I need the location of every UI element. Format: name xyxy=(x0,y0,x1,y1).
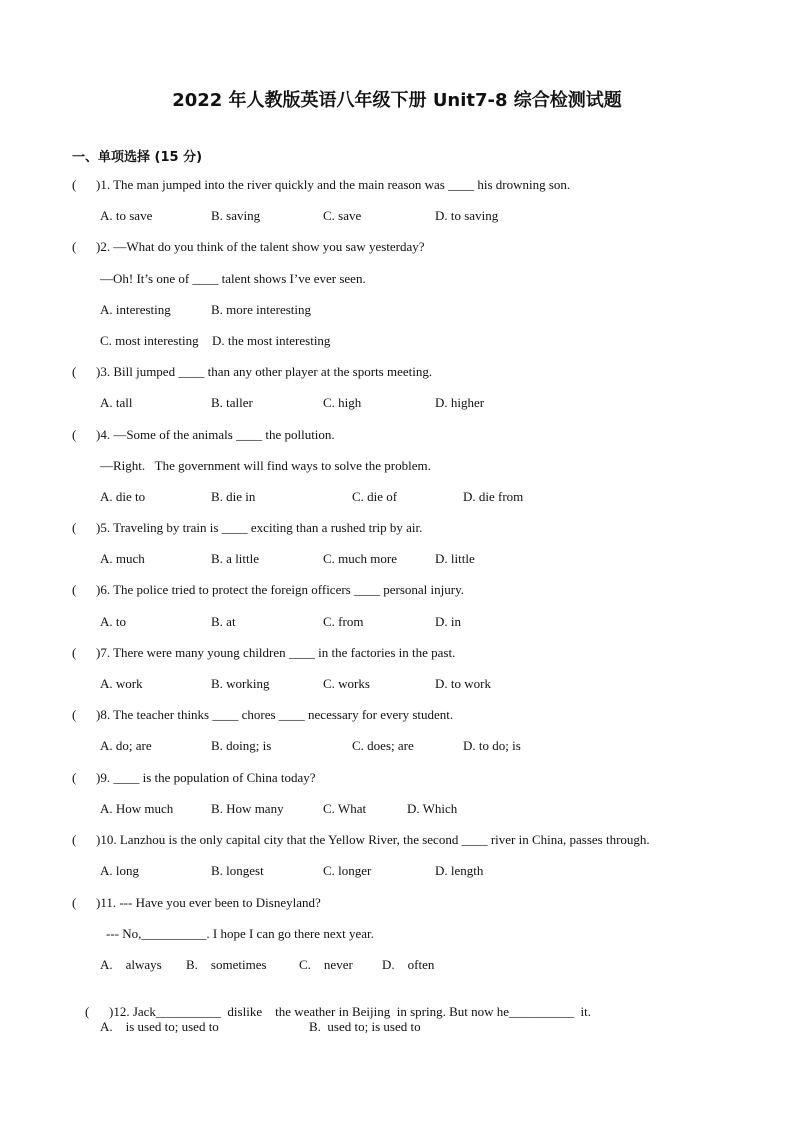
option-c: C. most interesting xyxy=(100,333,199,348)
answer-paren: ( xyxy=(72,770,77,785)
option-c: C. die of xyxy=(352,489,398,504)
option-a: A. How much xyxy=(100,801,174,816)
question-5 xyxy=(72,520,422,536)
question-stem: )11. --- Have you ever been to Disneyland? xyxy=(96,895,321,910)
answer-paren: ( xyxy=(85,1004,90,1019)
option-b: B. die in xyxy=(211,489,256,504)
question-stem: )5. Traveling by train is ____ exciting than a rushed trip by air. xyxy=(96,520,423,535)
question-7 xyxy=(72,645,455,661)
option-a: A. work xyxy=(100,676,143,691)
question-stem: )12. Jack__________ dislike the weather in Beijing in spring. But now he__________ it. xyxy=(109,1004,592,1019)
answer-paren: ( xyxy=(72,239,77,254)
question-4 xyxy=(72,427,335,443)
question-stem: )6. The police tried to protect the foreign officers ____ personal injury. xyxy=(96,582,464,597)
question-stem: )1. The man jumped into the river quickly and the main reason was ____ his drowning son. xyxy=(96,177,571,192)
option-d: D. higher xyxy=(435,395,485,410)
question-9 xyxy=(72,770,316,786)
answer-paren: ( xyxy=(72,832,77,847)
question-4-response: —Right. The government will find ways to solve the problem. xyxy=(100,458,431,473)
option-d: D. length xyxy=(435,863,484,878)
question-stem: )10. Lanzhou is the only capital city that the Yellow River, the second ____ river in China, passes through. xyxy=(96,832,650,847)
option-d: D. to do; is xyxy=(463,738,521,753)
option-b: B. used to; is used to xyxy=(309,1019,421,1034)
answer-paren: ( xyxy=(72,707,77,722)
option-a: A. long xyxy=(100,863,139,878)
question-10 xyxy=(72,832,650,848)
option-c: C. from xyxy=(323,614,364,629)
question-2 xyxy=(72,239,425,255)
question-stem: )9. ____ is the population of China today? xyxy=(96,770,316,785)
option-d: D. Which xyxy=(407,801,458,816)
option-d: D. in xyxy=(435,614,461,629)
option-c: C. high xyxy=(323,395,362,410)
option-c: C. much more xyxy=(323,551,398,566)
option-b: B. at xyxy=(211,614,236,629)
option-a: A. always xyxy=(100,957,162,972)
answer-paren: ( xyxy=(72,520,77,535)
question-6 xyxy=(72,582,464,598)
option-d: D. to work xyxy=(435,676,491,691)
option-c: C. What xyxy=(323,801,367,816)
answer-paren: ( xyxy=(72,582,77,597)
question-11-response: --- No,__________. I hope I can go there next year. xyxy=(106,926,374,941)
page-title: 2022 年人教版英语八年级下册 Unit7-8 综合检测试题 xyxy=(172,90,622,111)
option-c: C. does; are xyxy=(352,738,414,753)
option-c: C. works xyxy=(323,676,370,691)
option-a: A. tall xyxy=(100,395,133,410)
option-a: A. die to xyxy=(100,489,146,504)
option-a: A. much xyxy=(100,551,145,566)
option-d: D. little xyxy=(435,551,475,566)
section-heading: 一、单项选择 (15 分) xyxy=(72,150,203,165)
option-a: A. interesting xyxy=(100,302,171,317)
option-b: B. How many xyxy=(211,801,284,816)
answer-paren: ( xyxy=(72,645,77,660)
option-c: C. save xyxy=(323,208,362,223)
question-stem: )3. Bill jumped ____ than any other player at the sports meeting. xyxy=(96,364,433,379)
question-stem: )8. The teacher thinks ____ chores ____ necessary for every student. xyxy=(96,707,454,722)
option-a: A. is used to; used to xyxy=(100,1019,219,1034)
answer-paren: ( xyxy=(72,427,77,442)
question-stem: )4. —Some of the animals ____ the pollution. xyxy=(96,427,335,442)
question-11 xyxy=(72,895,321,911)
option-b: B. doing; is xyxy=(211,738,272,753)
option-d: D. to saving xyxy=(435,208,499,223)
option-a: A. do; are xyxy=(100,738,152,753)
option-b: B. taller xyxy=(211,395,253,410)
option-a: A. to save xyxy=(100,208,153,223)
question-3 xyxy=(72,364,432,380)
option-d: D. often xyxy=(382,957,435,972)
question-stem: )2. —What do you think of the talent show you saw yesterday? xyxy=(96,239,425,254)
question-8 xyxy=(72,707,453,723)
option-c: C. never xyxy=(299,957,353,972)
option-b: B. working xyxy=(211,676,270,691)
option-d: D. the most interesting xyxy=(212,333,331,348)
question-1 xyxy=(72,177,570,193)
option-a: A. to xyxy=(100,614,126,629)
answer-paren: ( xyxy=(72,895,77,910)
option-b: B. more interesting xyxy=(211,302,312,317)
question-2-response: —Oh! It’s one of ____ talent shows I’ve ever seen. xyxy=(100,271,366,286)
option-d: D. die from xyxy=(463,489,524,504)
option-b: B. a little xyxy=(211,551,260,566)
answer-paren: ( xyxy=(72,364,77,379)
option-b: B. saving xyxy=(211,208,261,223)
answer-paren: ( xyxy=(72,177,77,192)
option-b: B. sometimes xyxy=(186,957,267,972)
option-c: C. longer xyxy=(323,863,372,878)
option-b: B. longest xyxy=(211,863,264,878)
question-stem: )7. There were many young children ____ in the factories in the past. xyxy=(96,645,456,660)
